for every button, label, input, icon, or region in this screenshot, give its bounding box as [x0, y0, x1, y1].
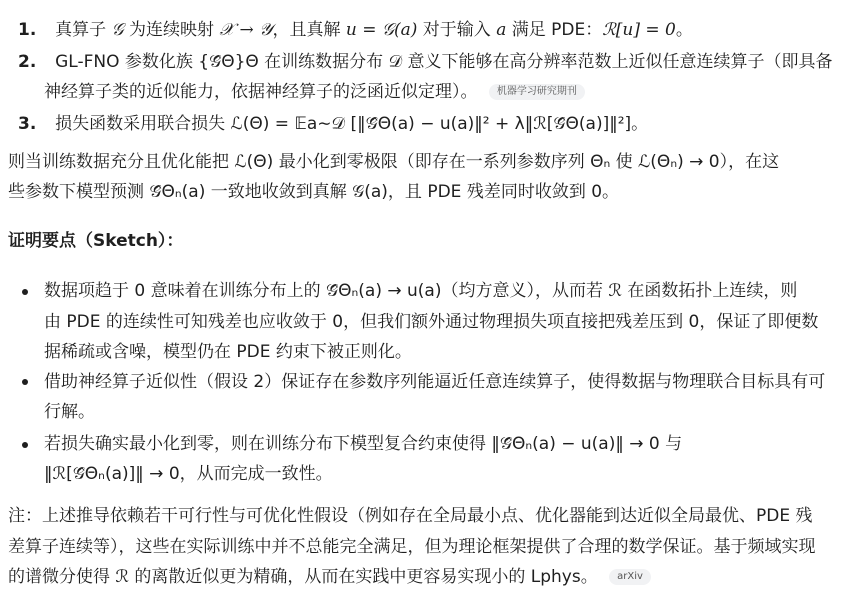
paragraph-text: 些参数下模型预测 𝒢̂Θₙ(a) 一致地收敛到真解 𝒢(a)，且 PDE 残差同时收敛到 0。 [8, 182, 620, 202]
numbered-item-3 [18, 112, 648, 136]
math-codomain-symbol: 𝒴 [259, 20, 273, 40]
math-pde: ℛ[u] = 0 [602, 20, 676, 40]
item-text: 损失函数采用联合损失 ℒ(Θ) = 𝔼a∼𝒟 [‖𝒢̂Θ(a) − u(a)‖² + λ‖ℛ[𝒢̂Θ(a)]‖²]。 [55, 114, 649, 134]
item-text: 神经算子类的近似能力，依据神经算子的泛函近似定理）。 [44, 82, 478, 102]
paragraph-line [8, 180, 619, 204]
numbered-item-1 [18, 18, 693, 42]
source-badge[interactable]: arXiv [609, 569, 651, 585]
item-number: 2. [18, 52, 37, 72]
note-text: 的谱微分使得 ℛ 的离散近似更为精确，从而在实践中更容易实现小的 Lphys。 [8, 567, 598, 587]
math-operator-symbol: 𝒢 [111, 20, 124, 40]
proof-heading: 证明要点（Sketch）： [8, 231, 184, 251]
item-text: ，且真解 [272, 20, 346, 40]
numbered-item-2 [18, 50, 833, 74]
math-variable: a [496, 20, 507, 40]
bullet-line: 若损失确实最小化到零，则在训练分布下模型复合约束使得 ‖𝒢̂Θₙ(a) − u(a)‖ → 0 与 [44, 434, 683, 454]
item-text: 满足 PDE： [506, 20, 603, 40]
math-equation: u = 𝒢(a) [345, 20, 418, 40]
math-arrow: → [234, 20, 260, 40]
bullet-line: 行解。 [44, 402, 95, 422]
bullet-line: ‖ℛ[𝒢̂Θₙ(a)]‖ → 0，从而完成一致性。 [44, 464, 333, 484]
bullet-line: 据稀疏或含噪，模型仍在 PDE 约束下被正则化。 [44, 342, 412, 362]
numbered-item-2-cont [44, 80, 585, 104]
item-text: 对于输入 [417, 20, 497, 40]
item-text: 。 [675, 20, 693, 40]
math-domain-symbol: 𝒳 [219, 20, 235, 40]
item-number: 1. [18, 20, 37, 40]
item-number: 3. [18, 114, 37, 134]
bullet-line: 数据项趋于 0 意味着在训练分布上的 𝒢̂Θₙ(a) → u(a)（均方意义），从而若 ℛ 在函数拓扑上连续，则 [44, 281, 798, 301]
note-line: 差算子连续等），这些在实际训练中并不总能完全满足，但为理论框架提供了合理的数学保证。基于频域实现 [8, 537, 816, 557]
bullet-line: 由 PDE 的连续性可知残差也应收敛于 0，但我们额外通过物理损失项直接把残差压到 0，保证了即便数 [44, 312, 819, 332]
paragraph-line [8, 150, 779, 174]
paragraph-text: 则当训练数据充分且优化能把 ℒ(Θ) 最小化到零极限（即存在一系列参数序列 Θₙ 使 ℒ(Θₙ) → 0），在这 [8, 152, 780, 172]
note-line: 注：上述推导依赖若干可行性与可优化性假设（例如存在全局最小点、优化器能到达近似全局最优、PDE 残 [8, 506, 813, 526]
note-line [8, 565, 651, 589]
bullet-line: 借助神经算子近似性（假设 2）保证存在参数序列能逼近任意连续算子，使得数据与物理联合目标具有可 [44, 372, 826, 392]
item-text: 为连续映射 [123, 20, 220, 40]
bullet-marker [22, 379, 28, 385]
item-text: GL-FNO 参数化族 {𝒢̂Θ}Θ 在训练数据分布 𝒟 意义下能够在高分辨率范数上近似任意连续算子（即具备 [55, 52, 833, 72]
source-badge[interactable]: 机器学习研究期刊 [489, 84, 585, 100]
bullet-marker [22, 442, 28, 448]
bullet-marker [22, 289, 28, 295]
item-text: 真算子 [55, 20, 112, 40]
